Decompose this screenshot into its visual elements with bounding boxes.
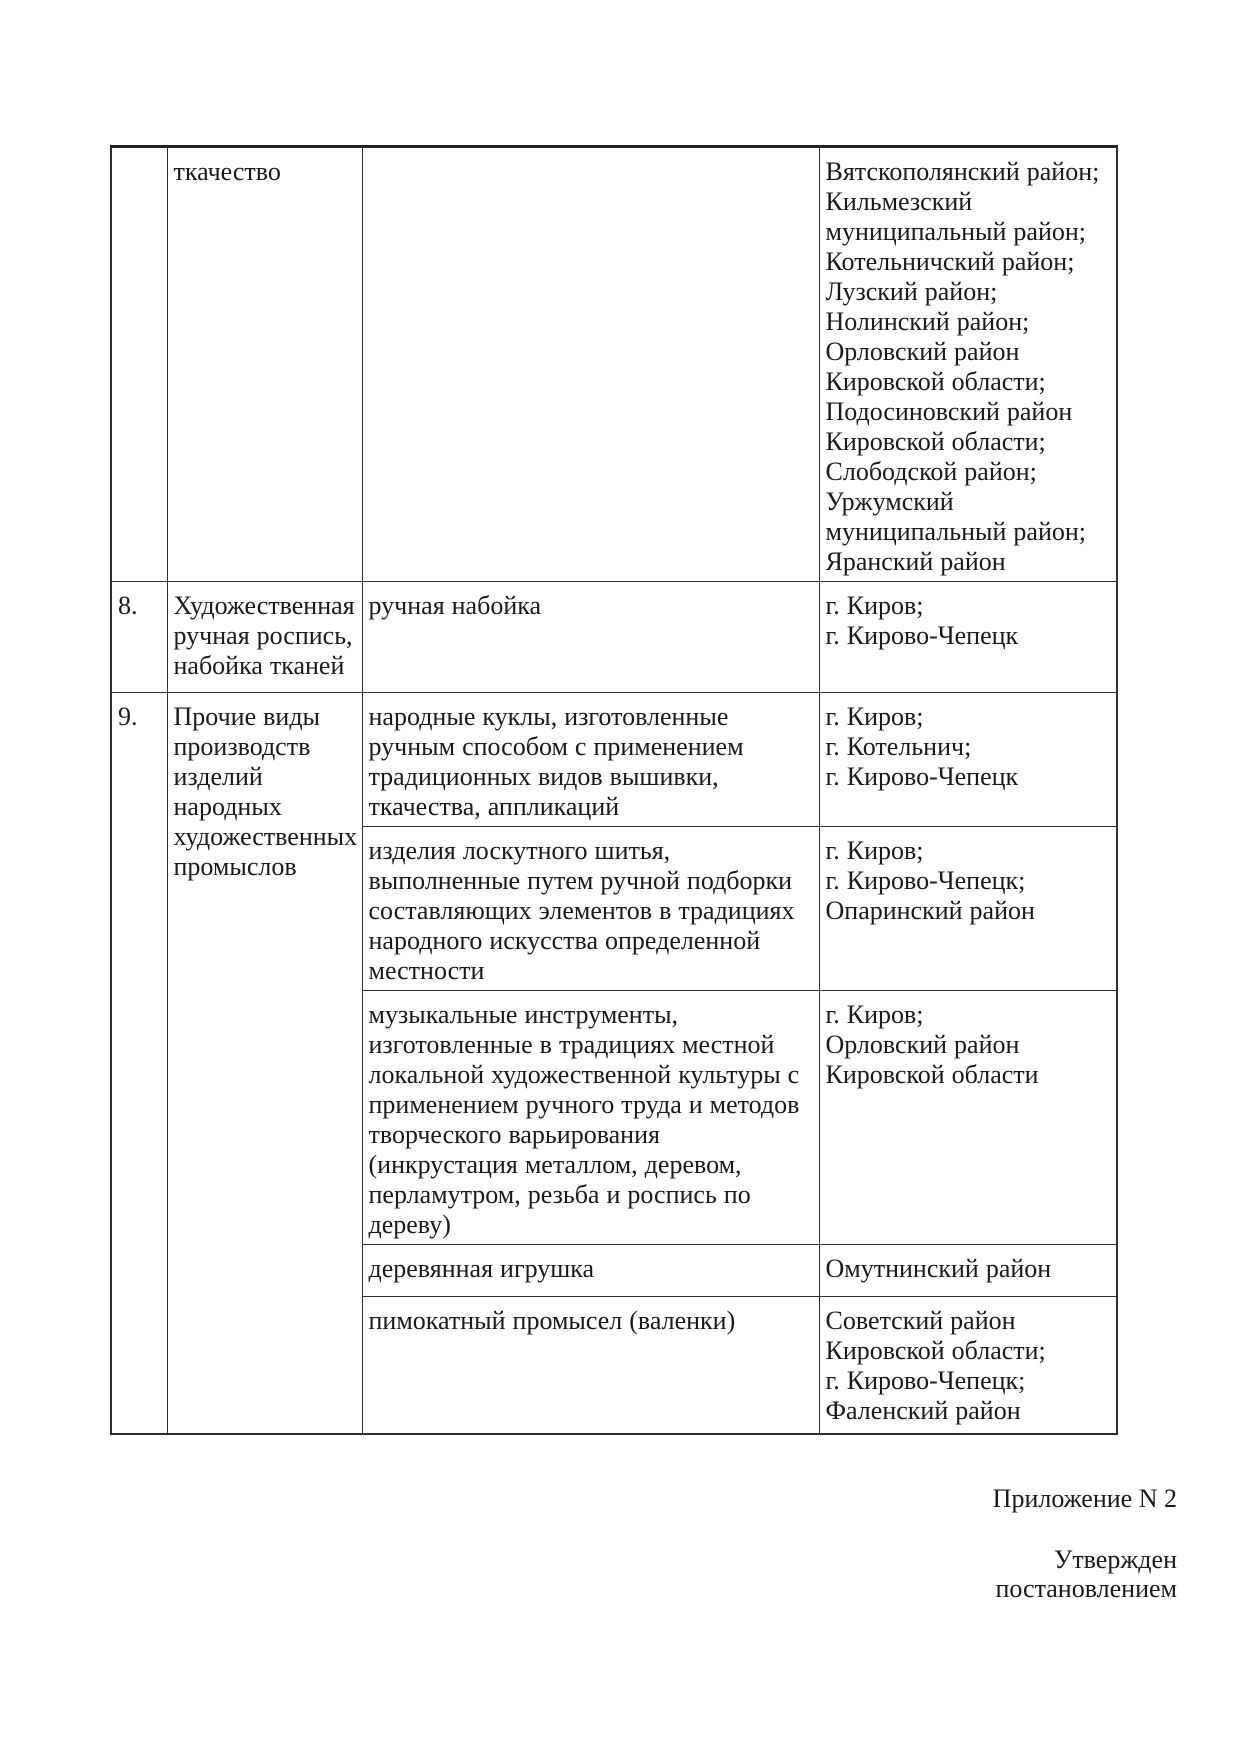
territory-line: Омутнинский район <box>825 1254 1052 1283</box>
description-cell: пимокатный промысел (валенки) <box>362 1297 819 1434</box>
description-cell: изделия лоскутного шитья, выполненные путем ручной подборки составляющих элементов в традициях народного искусства определенной местности <box>362 827 819 991</box>
territory-line: Орловский район Кировской области; <box>825 337 1046 396</box>
territory-line: г. Кирово-Чепецк <box>825 762 1019 791</box>
territory-line: Фаленский район <box>825 1396 1021 1425</box>
territory-line: г. Киров; <box>825 836 924 865</box>
territories-cell <box>819 582 1117 693</box>
territory-line: Вятскополянский район; <box>825 157 1100 186</box>
territory-line: г. Кирово-Чепецк; <box>825 1366 1026 1395</box>
territory-line: г. Кирово-Чепецк; <box>825 866 1026 895</box>
territories-cell <box>819 991 1117 1245</box>
description-cell <box>362 147 819 582</box>
territories-cell <box>819 693 1117 827</box>
row-number-cell: 9. <box>111 693 167 1434</box>
territory-line: Уржумский муниципальный район; <box>825 487 1087 546</box>
territory-line: Подосиновский район Кировской области; <box>825 397 1073 456</box>
appendix-label: Приложение N 2 <box>992 1484 1177 1513</box>
territories-cell <box>819 1297 1117 1434</box>
territory-line: Опаринский район <box>825 896 1035 925</box>
territory-line: Слободской район; <box>825 457 1037 486</box>
territories-cell <box>819 827 1117 991</box>
territory-line: Нолинский район; <box>825 307 1030 336</box>
category-cell: Прочие виды производств изделий народных художественных промыслов <box>167 693 362 1434</box>
approved-line-1: Утвержден <box>1053 1545 1177 1574</box>
territory-line: Котельничский район; <box>825 247 1075 276</box>
description-cell: музыкальные инструменты, изготовленные в традициях местной локальной художественной культуры с применением ручного труда и методов творческого варьирования (инкрустация металлом, деревом, перламутром, резьба и роспись по дереву) <box>362 991 819 1245</box>
territory-line: Орловский район Кировской области <box>825 1030 1039 1089</box>
territory-line: г. Котельнич; <box>825 732 972 761</box>
description-cell: деревянная игрушка <box>362 1245 819 1297</box>
crafts-table <box>110 145 1118 1435</box>
table-row-9 <box>111 693 1117 827</box>
territory-line: Кильмезский муниципальный район; <box>825 187 1087 246</box>
territory-line: г. Киров; <box>825 591 924 620</box>
approved-line-2: постановлением <box>995 1574 1177 1603</box>
table-row-8 <box>111 582 1117 693</box>
territory-line: Советский район Кировской области; <box>825 1306 1046 1365</box>
territory-line: г. Кирово-Чепецк <box>825 621 1019 650</box>
description-cell: народные куклы, изготовленные ручным способом с применением традиционных видов вышивки, ткачества, аппликаций <box>362 693 819 827</box>
row-number-cell: 8. <box>111 582 167 693</box>
row-number-cell <box>111 147 167 582</box>
category-cell: Художественная ручная роспись, набойка тканей <box>167 582 362 693</box>
territory-line: г. Киров; <box>825 702 924 731</box>
territory-line: г. Киров; <box>825 1000 924 1029</box>
approved-by-block <box>995 1545 1177 1603</box>
territories-cell <box>819 1245 1117 1297</box>
description-cell: ручная набойка <box>362 582 819 693</box>
territory-line: Яранский район <box>825 547 1006 576</box>
territory-line: Лузский район; <box>825 277 998 306</box>
territories-cell <box>819 147 1117 582</box>
category-cell: ткачество <box>167 147 362 582</box>
table-row-continuation <box>111 147 1117 582</box>
